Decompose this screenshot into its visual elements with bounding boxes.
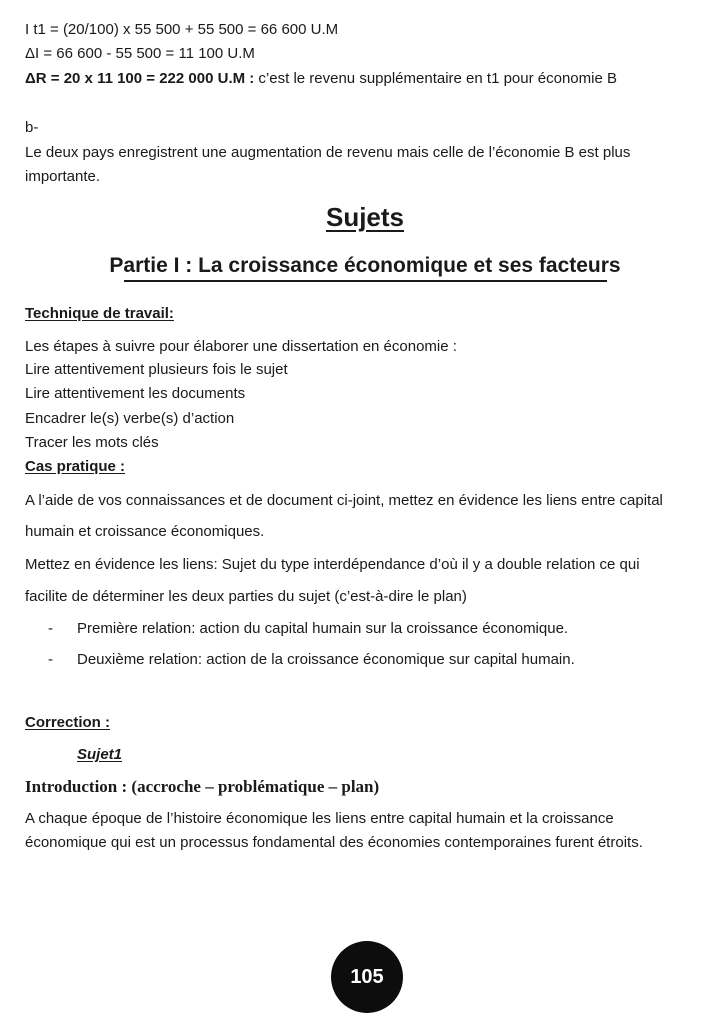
calc-line-2: ΔI = 66 600 - 55 500 = 11 100 U.M	[25, 45, 255, 62]
cas-pratique-heading: Cas pratique :	[25, 458, 126, 475]
bullet-dash: -	[48, 620, 53, 637]
calc-line-3-formula: ΔR = 20 x 11 100 = 222 000 U.M :	[25, 70, 255, 87]
cas-pratique-p1-1: A l’aide de vos connaissances et de document ci-joint, mettez en évidence les liens entre capital	[25, 492, 663, 509]
correction-heading: Correction :	[25, 714, 111, 731]
introduction-text-1: A chaque époque de l’histoire économique les liens entre capital humain et la croissance	[25, 810, 614, 827]
title-sujets: Sujets	[325, 202, 405, 232]
calc-line-3-note: c’est le revenu supplémentaire en t1 pour économie B	[254, 70, 617, 87]
page-number: 105	[350, 965, 384, 988]
calc-line-3	[25, 69, 617, 89]
introduction-text-2: économique qui est un processus fondamental des économies contemporaines furent étroits.	[25, 834, 643, 851]
cas-pratique-p2-2: facilite de déterminer les deux parties du sujet (c’est-à-dire le plan)	[25, 588, 467, 605]
technique-heading: Technique de travail:	[25, 305, 174, 322]
section-b-text-2: importante.	[25, 168, 101, 185]
section-b-text-1: Le deux pays enregistrent une augmentation de revenu mais celle de l’économie B est plus	[25, 144, 631, 161]
cas-pratique-p1-2: humain et croissance économiques.	[25, 523, 265, 540]
cas-pratique-p2-1: Mettez en évidence les liens: Sujet du type interdépendance d’où il y a double relation ce qui	[25, 556, 640, 573]
introduction-heading: Introduction : (accroche – problématique – plan)	[25, 777, 380, 796]
technique-step: Lire attentivement plusieurs fois le sujet	[25, 361, 288, 378]
bullet-dash: -	[48, 651, 53, 668]
bullet-item: Première relation: action du capital humain sur la croissance économique.	[77, 620, 569, 637]
section-b-label: b-	[25, 119, 39, 136]
technique-step: Encadrer le(s) verbe(s) d’action	[25, 410, 235, 427]
page-number-badge	[331, 941, 403, 1013]
technique-intro: Les étapes à suivre pour élaborer une dissertation en économie :	[25, 338, 457, 355]
title-underline	[124, 280, 607, 282]
technique-step: Lire attentivement les documents	[25, 385, 246, 402]
sujet-label: Sujet1	[77, 746, 123, 763]
technique-step: Tracer les mots clés	[25, 434, 159, 451]
bullet-item: Deuxième relation: action de la croissance économique sur capital humain.	[77, 651, 575, 668]
title-partie: Partie I : La croissance économique et ses facteurs	[109, 254, 621, 277]
calc-line-1: I t1 = (20/100) x 55 500 + 55 500 = 66 600 U.M	[25, 21, 339, 38]
